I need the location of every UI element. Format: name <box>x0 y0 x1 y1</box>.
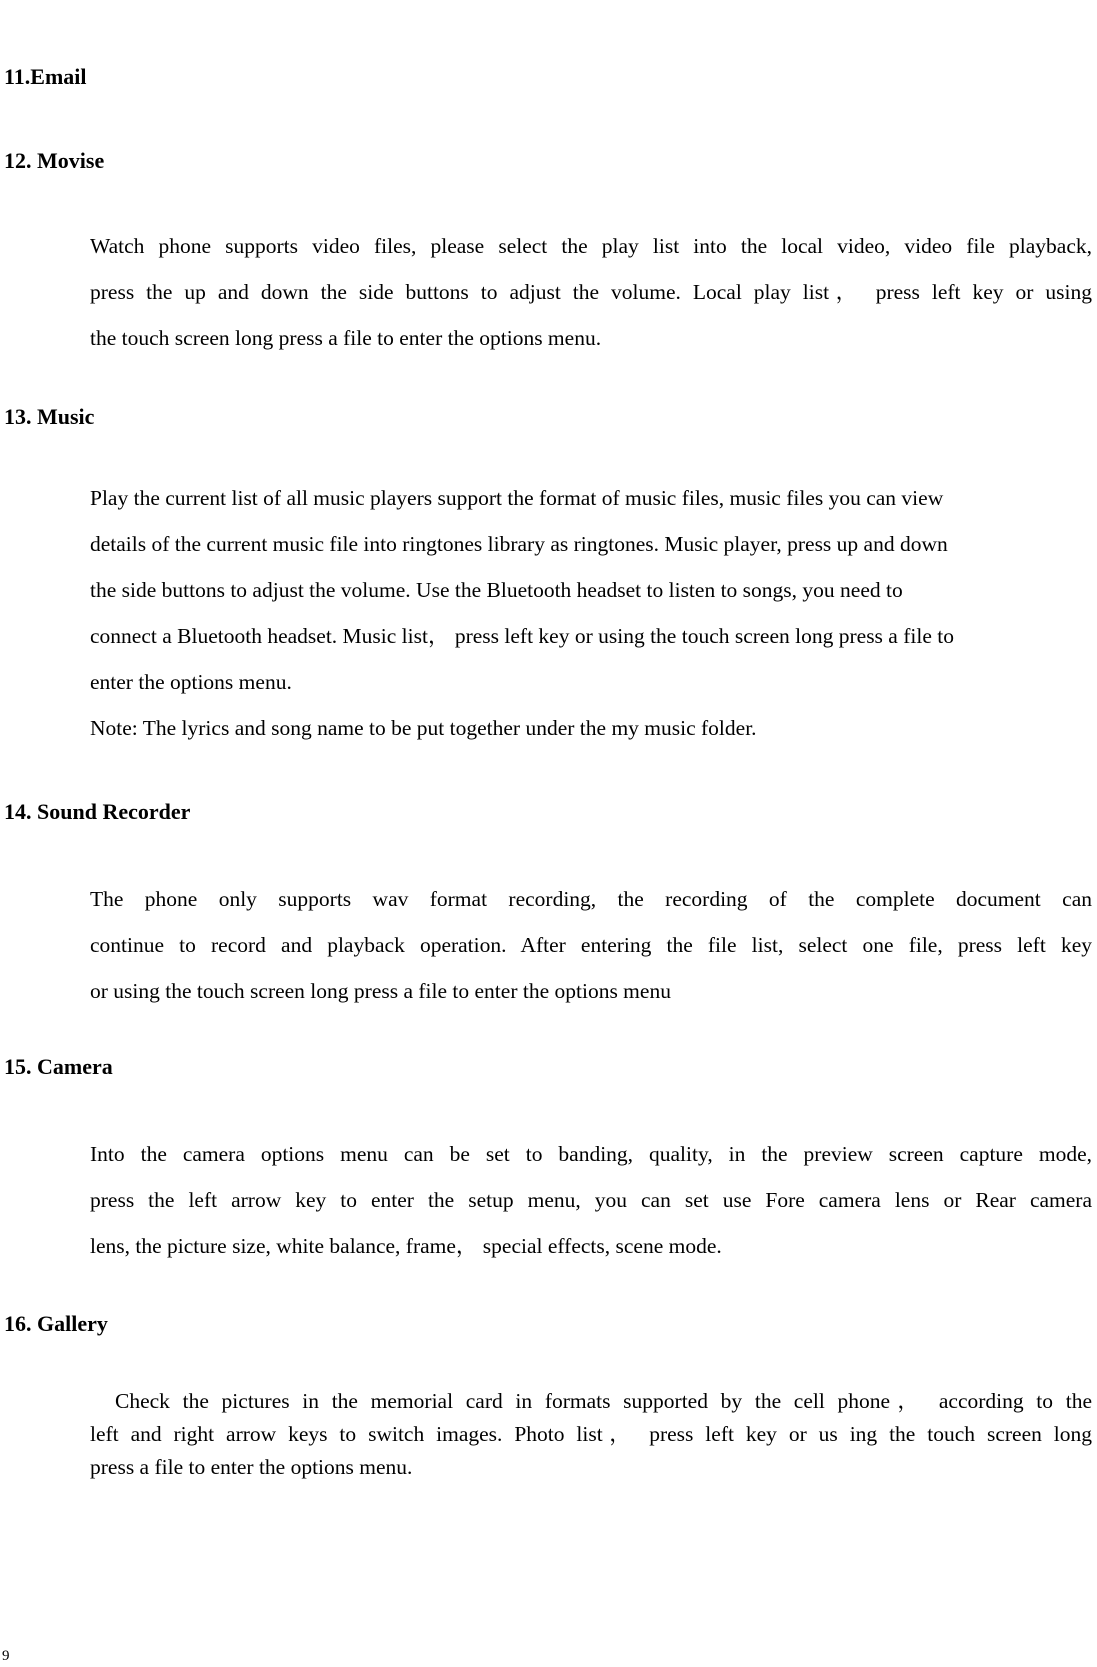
paragraph-line: left and right arrow keys to switch images. Photo list， press left key or us ing the touch screen long <box>90 1422 1092 1446</box>
section-heading-camera: 15. Camera <box>4 1054 113 1079</box>
paragraph-line: or using the touch screen long press a file to enter the options menu <box>90 979 671 1003</box>
section-heading-music: 13. Music <box>4 404 95 429</box>
paragraph-line: press a file to enter the options menu. <box>90 1455 413 1479</box>
paragraph-line: the side buttons to adjust the volume. Use the Bluetooth headset to listen to songs, you need to <box>90 578 903 602</box>
paragraph-line: Play the current list of all music players support the format of music files, music files you can view <box>90 486 944 510</box>
section-body-gallery <box>90 1385 1092 1484</box>
paragraph-line: connect a Bluetooth headset. Music list， press left key or using the touch screen long press a file to <box>90 624 954 648</box>
section-heading-email: 11.Email <box>4 64 87 89</box>
paragraph-line: lens, the picture size, white balance, frame， special effects, scene mode. <box>90 1234 722 1258</box>
paragraph-line: details of the current music file into ringtones library as ringtones. Music player, press up and down <box>90 532 948 556</box>
paragraph-line: enter the options menu. <box>90 670 292 694</box>
paragraph-line: press the left arrow key to enter the setup menu, you can set use Fore camera lens or Rear camera <box>90 1188 1092 1212</box>
section-heading-sound-recorder: 14. Sound Recorder <box>4 799 191 824</box>
section-body-sound-recorder <box>90 876 1092 1014</box>
section-heading-gallery: 16. Gallery <box>4 1311 108 1336</box>
section-body-music <box>90 475 1092 751</box>
section-body-movies <box>90 223 1092 361</box>
section-body-camera <box>90 1131 1092 1269</box>
page-number: 9 <box>2 1648 10 1664</box>
section-heading-movies: 12. Movise <box>4 148 105 173</box>
paragraph-line: Into the camera options menu can be set to banding, quality, in the preview screen capture mode, <box>90 1142 1092 1166</box>
paragraph-line: the touch screen long press a file to enter the options menu. <box>90 326 602 350</box>
paragraph-line: Check the pictures in the memorial card in formats supported by the cell phone， according to the <box>115 1389 1092 1413</box>
paragraph-line: press the up and down the side buttons to adjust the volume. Local play list， press left key or using <box>90 280 1092 304</box>
note-line: Note: The lyrics and song name to be put together under the my music folder. <box>90 716 757 740</box>
paragraph-line: Watch phone supports video files, please select the play list into the local video, video file playback, <box>90 234 1092 258</box>
paragraph-line: continue to record and playback operation. After entering the file list, select one file, press left key <box>90 933 1092 957</box>
paragraph-line: The phone only supports wav format recording, the recording of the complete document can <box>90 887 1092 911</box>
